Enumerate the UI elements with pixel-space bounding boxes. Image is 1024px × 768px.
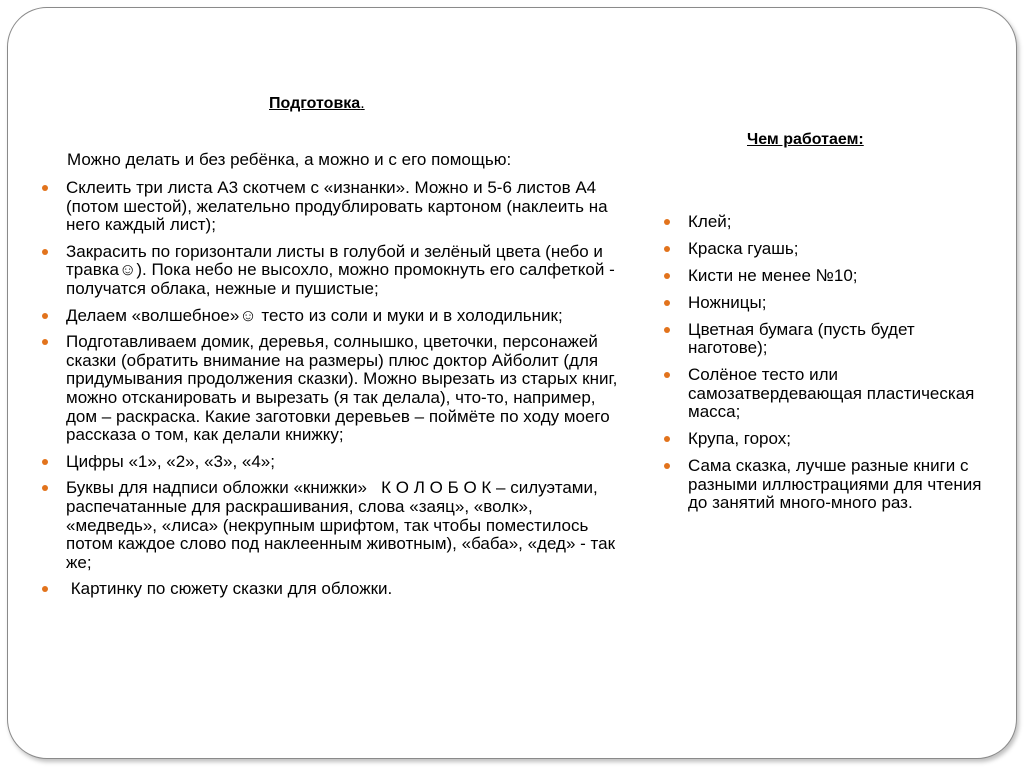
- materials-list: [658, 213, 988, 521]
- list-item-text: Склеить три листа А3 скотчем с «изнанки». Можно и 5-6 листов А4 (потом шестой), желательно продублировать картоном (наклеить на него каждый лист);: [66, 178, 608, 235]
- list-item-text: Подготавливаем домик, деревья, солнышко, цветочки, персонажей сказки (обратить внимание на размеры) плюс доктор Айболит (для придумывания продолжения сказки). Можно вырезать из старых книг, можно отсканировать и вырезать (я так делала), что-то, например, дом – раскраска. Какие заготовки деревьев – поймёте по ходу моего рассказа о том, как делали книжку;: [66, 332, 618, 445]
- list-item-text: Цифры «1», «2», «3», «4»;: [66, 451, 275, 471]
- list-item: [658, 213, 988, 232]
- bullet-icon: [42, 313, 48, 319]
- list-item-text: Закрасить по горизонтали листы в голубой и зелёный цвета (небо и травка☺). Пока небо не высохло, можно промокнуть его салфеткой - получатся облака, нежные и пушистые;: [66, 241, 615, 298]
- bullet-icon: [42, 249, 48, 255]
- bullet-icon: [42, 586, 48, 592]
- preparation-heading-text: Подготовка: [269, 95, 361, 112]
- preparation-heading: [269, 95, 365, 113]
- list-item-text: Буквы для надписи обложки «книжки» К О Л О Б О К – силуэтами, распечатанные для раскрашивания, слова «заяц», «волк», «медведь», «лиса» (некрупным шрифтом, так чтобы поместилось потом каждое слово под наклеенным животным), «баба», «дед» - так же;: [66, 478, 620, 572]
- list-item-text: Делаем «волшебное»☺ тесто из соли и муки и в холодильник;: [66, 305, 563, 325]
- bullet-icon: [664, 219, 670, 225]
- list-item-text: Крупа, горох;: [688, 429, 791, 449]
- bullet-icon: [42, 185, 48, 191]
- bullet-icon: [42, 339, 48, 345]
- bullet-icon: [664, 372, 670, 378]
- bullet-icon: [42, 459, 48, 465]
- list-item: [36, 580, 626, 599]
- bullet-icon: [42, 485, 48, 491]
- list-item: [658, 430, 988, 449]
- bullet-icon: [664, 463, 670, 469]
- list-item: [36, 333, 626, 445]
- list-item: [36, 243, 626, 299]
- bullet-icon: [664, 300, 670, 306]
- list-item: [36, 307, 626, 326]
- list-item: [658, 321, 988, 358]
- list-item: [36, 179, 626, 235]
- preparation-list: [36, 179, 626, 607]
- list-item: [658, 366, 988, 422]
- list-item-text: Ножницы;: [688, 292, 767, 312]
- materials-heading: Чем работаем:: [747, 131, 864, 148]
- preparation-heading-dot: .: [360, 95, 365, 112]
- list-item-text: Краска гуашь;: [688, 238, 799, 258]
- list-item: [36, 453, 626, 472]
- list-item: [658, 267, 988, 286]
- list-item-text: Кисти не менее №10;: [688, 265, 858, 285]
- list-item-text: Солёное тесто или самозатвердевающая пластическая масса;: [688, 365, 975, 422]
- list-item: [658, 294, 988, 313]
- bullet-icon: [664, 327, 670, 333]
- bullet-icon: [664, 246, 670, 252]
- list-item: [658, 457, 988, 513]
- list-item-text: Цветная бумага (пусть будет наготове);: [688, 319, 915, 358]
- bullet-icon: [664, 273, 670, 279]
- list-item-text: Сама сказка, лучше разные книги с разными иллюстрациями для чтения до занятий много-много раз.: [688, 456, 982, 513]
- list-item: [36, 479, 626, 572]
- list-item-text: Картинку по сюжету сказки для обложки.: [66, 579, 393, 599]
- bullet-icon: [664, 436, 670, 442]
- list-item: [658, 240, 988, 259]
- list-item-text: Клей;: [688, 212, 732, 231]
- intro-text: Можно делать и без ребёнка, а можно и с его помощью:: [67, 150, 512, 169]
